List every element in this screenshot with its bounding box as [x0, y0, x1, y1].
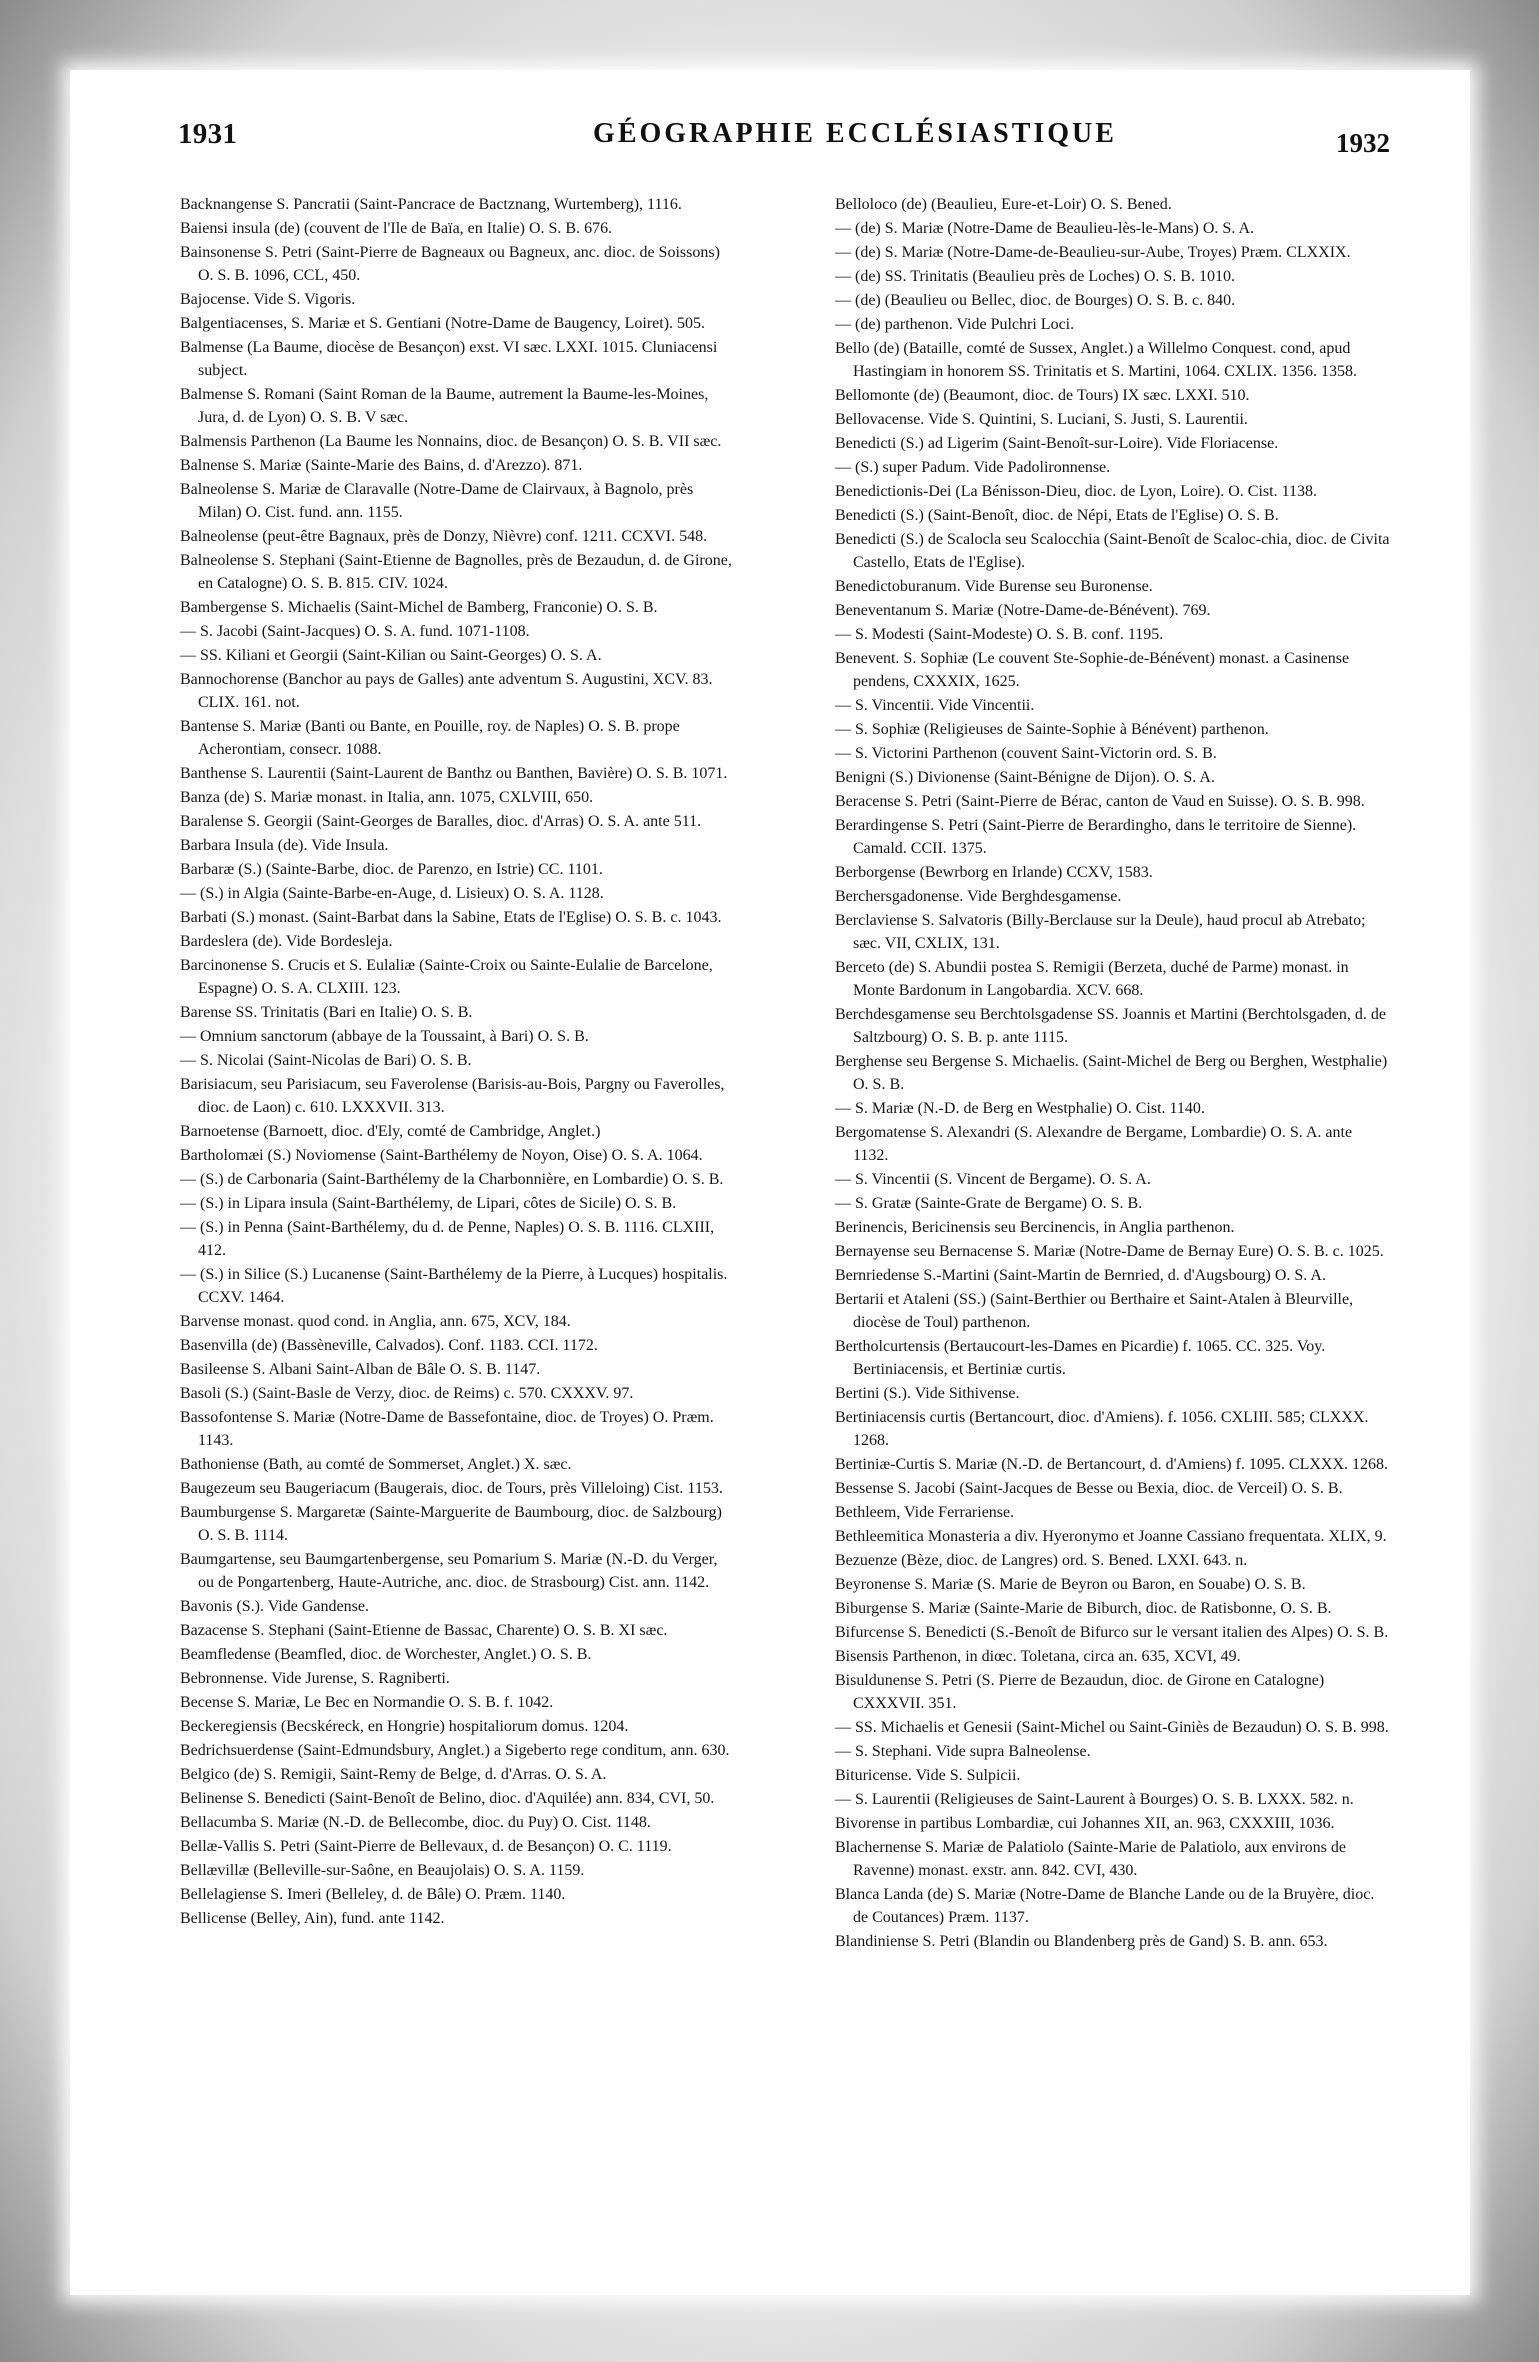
dictionary-entry: Bartholomæi (S.) Noviomense (Saint-Barthélemy de Noyon, Oise) O. S. A. 1064.: [180, 1147, 703, 1164]
dictionary-entry: Balneolense S. Stephani (Saint-Etienne de Bagnolles, près de Bezaudun, d. de Girone, en Catalogne) O. S. B. 815. CIV. 1024.: [180, 552, 732, 592]
dictionary-entry: Baumburgense S. Margaretæ (Sainte-Marguerite de Baumbourg, dioc. de Salzbourg) O. S. B. 1114.: [180, 1504, 722, 1544]
dictionary-entry: — SS. Kiliani et Georgii (Saint-Kilian ou Saint-Georges) O. S. A.: [180, 647, 602, 664]
dictionary-entry: Balmensis Parthenon (La Baume les Nonnains, dioc. de Besançon) O. S. B. VII sæc.: [180, 433, 722, 450]
dictionary-entry: Bivorense in partibus Lombardiæ, cui Johannes XII, an. 963, CXXXIII, 1036.: [835, 1815, 1335, 1832]
dictionary-entry: Balmense (La Baume, diocèse de Besançon) exst. VI sæc. LXXI. 1015. Cluniacensi subject.: [180, 339, 718, 379]
dictionary-entry: — S. Modesti (Saint-Modeste) O. S. B. conf. 1195.: [835, 626, 1164, 643]
dictionary-entry: Balnense S. Mariæ (Sainte-Marie des Bains, d. d'Arezzo). 871.: [180, 457, 583, 474]
dictionary-entry: Blanca Landa (de) S. Mariæ (Notre-Dame de Blanche Lande ou de la Bruyère, dioc. de Coutances) Præm. 1137.: [835, 1886, 1375, 1926]
dictionary-entry: — S. Victorini Parthenon (couvent Saint-Victorin ord. S. B.: [835, 745, 1217, 762]
dictionary-entry: Berceto (de) S. Abundii postea S. Remigii (Berzeta, duché de Parme) monast. in Monte Bardonum in Langobardia. XCV. 668.: [835, 959, 1349, 999]
dictionary-entry: Bambergense S. Michaelis (Saint-Michel de Bamberg, Franconie) O. S. B.: [180, 599, 658, 616]
dictionary-entry: Basileense S. Albani Saint-Alban de Bâle O. S. B. 1147.: [180, 1361, 541, 1378]
dictionary-entry: Benedictionis-Dei (La Bénisson-Dieu, dioc. de Lyon, Loire). O. Cist. 1138.: [835, 483, 1317, 500]
dictionary-entry: Barbaræ (S.) (Sainte-Barbe, dioc. de Parenzo, en Istrie) CC. 1101.: [180, 861, 603, 878]
dictionary-entry: Benevent. S. Sophiæ (Le couvent Ste-Sophie-de-Bénévent) monast. a Casinense pendens, CXXXIX, 1625.: [835, 650, 1350, 690]
dictionary-entry: Bertholcurtensis (Bertaucourt-les-Dames en Picardie) f. 1065. CC. 325. Voy. Bertiniacensis, et Bertiniæ curtis.: [835, 1338, 1326, 1378]
dictionary-entry: — (S.) in Lipara insula (Saint-Barthélemy, de Lipari, côtes de Sicile) O. S. B.: [180, 1195, 677, 1212]
dictionary-entry: Balmense S. Romani (Saint Roman de la Baume, autrement la Baume-les-Moines, Jura, d. de Lyon) O. S. B. V sæc.: [180, 386, 709, 426]
dictionary-entry: Beamfledense (Beamfled, dioc. de Worchester, Anglet.) O. S. B.: [180, 1646, 592, 1663]
dictionary-entry: Bessense S. Jacobi (Saint-Jacques de Besse ou Bexia, dioc. de Verceil) O. S. B.: [835, 1480, 1343, 1497]
dictionary-entry: Belloloco (de) (Beaulieu, Eure-et-Loir) O. S. Bened.: [835, 196, 1172, 213]
dictionary-entry: Banza (de) S. Mariæ monast. in Italia, ann. 1075, CXLVIII, 650.: [180, 789, 594, 806]
dictionary-entry: Becense S. Mariæ, Le Bec en Normandie O. S. B. f. 1042.: [180, 1694, 554, 1711]
dictionary-entry: — S. Vincentii. Vide Vincentii.: [835, 697, 1035, 714]
dictionary-entry: — S. Vincentii (S. Vincent de Bergame). O. S. A.: [835, 1171, 1151, 1188]
dictionary-entry: — S. Jacobi (Saint-Jacques) O. S. A. fund. 1071-1108.: [180, 623, 530, 640]
dictionary-entry: Bertiniacensis curtis (Bertancourt, dioc. d'Amiens). f. 1056. CXLIII. 585; CLXXX. 1268.: [835, 1409, 1369, 1449]
dictionary-entry: — (S.) super Padum. Vide Padolironnense.: [835, 459, 1111, 476]
dictionary-entry: Baugezeum seu Baugeriacum (Baugerais, dioc. de Tours, près Villeloing) Cist. 1153.: [180, 1480, 723, 1497]
dictionary-entry: Bellovacense. Vide S. Quintini, S. Luciani, S. Justi, S. Laurentii.: [835, 411, 1248, 428]
dictionary-entry: Berinencis, Bericinensis seu Bercinencis, in Anglia parthenon.: [835, 1219, 1235, 1236]
dictionary-entry: Berborgense (Bewrborg en Irlande) CCXV, 1583.: [835, 864, 1153, 881]
dictionary-entry: Bellacumba S. Mariæ (N.-D. de Bellecombe, dioc. du Puy) O. Cist. 1148.: [180, 1814, 651, 1831]
dictionary-entry: Backnangense S. Pancratii (Saint-Pancrace de Bactznang, Wurtemberg), 1116.: [180, 196, 682, 213]
dictionary-entry: Belgico (de) S. Remigii, Saint-Remy de Belge, d. d'Arras. O. S. A.: [180, 1766, 607, 1783]
dictionary-entry: Beneventanum S. Mariæ (Notre-Dame-de-Bénévent). 769.: [835, 602, 1211, 619]
dictionary-entry: Balgentiacenses, S. Mariæ et S. Gentiani (Notre-Dame de Baugency, Loiret). 505.: [180, 315, 706, 332]
dictionary-entry: Bannochorense (Banchor au pays de Galles) ante adventum S. Augustini, XCV. 83. CLIX. 161. not.: [180, 671, 713, 711]
dictionary-entry: — (S.) in Penna (Saint-Barthélemy, du d. de Penne, Naples) O. S. B. 1116. CLXIII, 412.: [180, 1219, 715, 1259]
dictionary-entry: Bedrichsuerdense (Saint-Edmundsbury, Anglet.) a Sigeberto rege conditum, ann. 630.: [180, 1742, 730, 1759]
dictionary-entry: Baralense S. Georgii (Saint-Georges de Baralles, dioc. d'Arras) O. S. A. ante 511.: [180, 813, 702, 830]
dictionary-entry: Bethleemitica Monasteria a div. Hyeronymo et Joanne Cassiano frequentata. XLIX, 9.: [835, 1528, 1387, 1545]
dictionary-entry: Bezuenze (Bèze, dioc. de Langres) ord. S. Bened. LXXI. 643. n.: [835, 1552, 1248, 1569]
dictionary-entry: Balneolense (peut-être Bagnaux, près de Donzy, Nièvre) conf. 1211. CCXVI. 548.: [180, 528, 708, 545]
dictionary-entry: Bebronnense. Vide Jurense, S. Ragniberti.: [180, 1670, 450, 1687]
dictionary-entry: Bertini (S.). Vide Sithivense.: [835, 1385, 1020, 1402]
dictionary-entry: — S. Sophiæ (Religieuses de Sainte-Sophie à Bénévent) parthenon.: [835, 721, 1269, 738]
dictionary-entry: Bellomonte (de) (Beaumont, dioc. de Tours) IX sæc. LXXI. 510.: [835, 387, 1250, 404]
dictionary-entry: Bantense S. Mariæ (Banti ou Bante, en Pouille, roy. de Naples) O. S. B. prope Acherontiam, consecr. 1088.: [180, 718, 680, 758]
dictionary-entry: Barbara Insula (de). Vide Insula.: [180, 837, 389, 854]
dictionary-entry: Beyronense S. Mariæ (S. Marie de Beyron ou Baron, en Souabe) O. S. B.: [835, 1576, 1306, 1593]
dictionary-entry: Bisensis Parthenon, in diœc. Toletana, circa an. 635, XCVI, 49.: [835, 1648, 1241, 1665]
dictionary-entry: Bajocense. Vide S. Vigoris.: [180, 291, 356, 308]
dictionary-entry: Bernayense seu Bernacense S. Mariæ (Notre-Dame de Bernay Eure) O. S. B. c. 1025.: [835, 1243, 1384, 1260]
dictionary-entry: Blachernense S. Mariæ de Palatiolo (Sainte-Marie de Palatiolo, aux environs de Ravenne) monast. exstr. ann. 842. CVI, 430.: [835, 1839, 1346, 1879]
dictionary-entry: Bernriedense S.-Martini (Saint-Martin de Bernried, d. d'Augsbourg) O. S. A.: [835, 1267, 1326, 1284]
dictionary-entry: Bifurcense S. Benedicti (S.-Benoît de Bifurco sur le versant italien des Alpes) O. S. B.: [835, 1624, 1389, 1641]
dictionary-entry: Bassofontense S. Mariæ (Notre-Dame de Bassefontaine, dioc. de Troyes) O. Præm. 1143.: [180, 1409, 714, 1449]
dictionary-entry: Bardeslera (de). Vide Bordesleja.: [180, 933, 393, 950]
dictionary-entry: Berchersgadonense. Vide Berghdesgamense.: [835, 888, 1122, 905]
dictionary-entry: — (S.) de Carbonaria (Saint-Barthélemy de la Charbonnière, en Lombardie) O. S. B.: [180, 1171, 724, 1188]
dictionary-entry: Banthense S. Laurentii (Saint-Laurent de Banthz ou Banthen, Bavière) O. S. B. 1071.: [180, 765, 728, 782]
dictionary-entry: Belinense S. Benedicti (Saint-Benoît de Belino, dioc. d'Aquilée) ann. 834, CVI, 50.: [180, 1790, 715, 1807]
dictionary-entry: — (de) parthenon. Vide Pulchri Loci.: [835, 316, 1075, 333]
dictionary-entry: — (de) SS. Trinitatis (Beaulieu près de Loches) O. S. B. 1010.: [835, 268, 1235, 285]
dictionary-entry: Beckeregiensis (Becskéreck, en Hongrie) hospitaliorum domus. 1204.: [180, 1718, 629, 1735]
dictionary-entry: Berclaviense S. Salvatoris (Billy-Berclause sur la Deule), haud procul ab Atrebato; sæc. VII, CXLIX, 131.: [835, 912, 1366, 952]
dictionary-entry: Bergomatense S. Alexandri (S. Alexandre de Bergame, Lombardie) O. S. A. ante 1132.: [835, 1124, 1353, 1164]
dictionary-entry: Bellicense (Belley, Ain), fund. ante 1142.: [180, 1910, 445, 1927]
dictionary-entry: — (de) S. Mariæ (Notre-Dame de Beaulieu-lès-le-Mans) O. S. A.: [835, 220, 1254, 237]
dictionary-entry: Barisiacum, seu Parisiacum, seu Faverolense (Barisis-au-Bois, Pargny ou Faverolles, dioc. de Laon) c. 610. LXXXVII. 313.: [180, 1076, 725, 1116]
dictionary-entry: Benedicti (S.) de Scalocla seu Scalocchia (Saint-Benoît de Scaloc-chia, dioc. de Civita Castello, Etats de l'Eglise).: [835, 531, 1390, 571]
dictionary-entry: Bazacense S. Stephani (Saint-Etienne de Bassac, Charente) O. S. B. XI sæc.: [180, 1622, 668, 1639]
dictionary-entry: Bellæ-Vallis S. Petri (Saint-Pierre de Bellevaux, d. de Besançon) O. C. 1119.: [180, 1838, 672, 1855]
dictionary-entry: — SS. Michaelis et Genesii (Saint-Michel ou Saint-Giniès de Bezaudun) O. S. B. 998.: [835, 1719, 1389, 1736]
dictionary-entry: Bituricense. Vide S. Sulpicii.: [835, 1767, 1021, 1784]
dictionary-entry: Basoli (S.) (Saint-Basle de Verzy, dioc. de Reims) c. 570. CXXXV. 97.: [180, 1385, 634, 1402]
dictionary-entry: Bellelagiense S. Imeri (Belleley, d. de Bâle) O. Præm. 1140.: [180, 1886, 566, 1903]
dictionary-entry: Bellævillæ (Belleville-sur-Saône, en Beaujolais) O. S. A. 1159.: [180, 1862, 585, 1879]
dictionary-entry: Berghense seu Bergense S. Michaelis. (Saint-Michel de Berg ou Berghen, Westphalie) O. S. B.: [835, 1053, 1388, 1093]
dictionary-entry: Bavonis (S.). Vide Gandense.: [180, 1598, 369, 1615]
dictionary-entry: — S. Gratæ (Sainte-Grate de Bergame) O. S. B.: [835, 1195, 1143, 1212]
dictionary-entry: Benedicti (S.) (Saint-Benoît, dioc. de Népi, Etats de l'Eglise) O. S. B.: [835, 507, 1279, 524]
running-title: GÉOGRAPHIE ECCLÉSIASTIQUE: [593, 118, 1117, 149]
dictionary-entry: — Omnium sanctorum (abbaye de la Toussaint, à Bari) O. S. B.: [180, 1028, 589, 1045]
dictionary-entry: — (S.) in Algia (Sainte-Barbe-en-Auge, d. Lisieux) O. S. A. 1128.: [180, 885, 604, 902]
two-column-content: [180, 193, 1395, 1954]
dictionary-entry: Benigni (S.) Divionense (Saint-Bénigne de Dijon). O. S. A.: [835, 769, 1215, 786]
dictionary-entry: — (de) S. Mariæ (Notre-Dame-de-Beaulieu-sur-Aube, Troyes) Præm. CLXXIX.: [835, 244, 1351, 261]
dictionary-entry: Benedicti (S.) ad Ligerim (Saint-Benoît-sur-Loire). Vide Floriacense.: [835, 435, 1279, 452]
dictionary-entry: Berardingense S. Petri (Saint-Pierre de Berardingho, dans le territoire de Sienne). Camald. CCII. 1375.: [835, 817, 1357, 857]
dictionary-entry: Beracense S. Petri (Saint-Pierre de Bérac, canton de Vaud en Suisse). O. S. B. 998.: [835, 793, 1365, 810]
dictionary-entry: Benedictoburanum. Vide Burense seu Buronense.: [835, 578, 1153, 595]
dictionary-entry: Baumgartense, seu Baumgartenbergense, seu Pomarium S. Mariæ (N.-D. du Verger, ou de Pongartenberg, Haute-Autriche, anc. dioc. de Strasbourg) Cist. ann. 1142.: [180, 1551, 718, 1591]
dictionary-entry: Bainsonense S. Petri (Saint-Pierre de Bagneaux ou Bagneux, anc. dioc. de Soissons) O. S. B. 1096, CCL, 450.: [180, 244, 720, 284]
left-column: [180, 193, 735, 1931]
dictionary-entry: Bethleem, Vide Ferrariense.: [835, 1504, 1015, 1521]
dictionary-entry: Blandiniense S. Petri (Blandin ou Blandenberg près de Gand) S. B. ann. 653.: [835, 1933, 1328, 1950]
dictionary-entry: Barense SS. Trinitatis (Bari en Italie) O. S. B.: [180, 1004, 473, 1021]
dictionary-entry: Biburgense S. Mariæ (Sainte-Marie de Biburch, dioc. de Ratisbonne, O. S. B.: [835, 1600, 1332, 1617]
left-page-number: 1931: [178, 118, 238, 150]
dictionary-entry: Barnoetense (Barnoett, dioc. d'Ely, comté de Cambridge, Anglet.): [180, 1123, 601, 1140]
dictionary-entry: — S. Mariæ (N.-D. de Berg en Westphalie) O. Cist. 1140.: [835, 1100, 1205, 1117]
dictionary-entry: — S. Nicolai (Saint-Nicolas de Bari) O. S. B.: [180, 1052, 472, 1069]
dictionary-entry: Bathoniense (Bath, au comté de Sommerset, Anglet.) X. sæc.: [180, 1456, 572, 1473]
dictionary-entry: Berchdesgamense seu Berchtolsgadense SS. Joannis et Martini (Berchtolsgaden, d. de Saltzbourg) O. S. B. p. ante 1115.: [835, 1006, 1386, 1046]
dictionary-entry: Barvense monast. quod cond. in Anglia, ann. 675, XCV, 184.: [180, 1313, 571, 1330]
page-header: [70, 118, 1470, 158]
dictionary-entry: Baiensi insula (de) (couvent de l'Ile de Baïa, en Italie) O. S. B. 676.: [180, 220, 613, 237]
dictionary-entry: Bertarii et Ataleni (SS.) (Saint-Berthier ou Berthaire et Saint-Atalen à Bleurville, diocèse de Toul) parthenon.: [835, 1291, 1354, 1331]
right-page-number: 1932: [1336, 128, 1390, 158]
dictionary-entry: Barcinonense S. Crucis et S. Eulaliæ (Sainte-Croix ou Sainte-Eulalie de Barcelone, Espagne) O. S. A. CLXIII. 123.: [180, 957, 713, 997]
dictionary-entry: — (S.) in Silice (S.) Lucanense (Saint-Barthélemy de la Pierre, à Lucques) hospitalis. CCXV. 1464.: [180, 1266, 728, 1306]
dictionary-entry: Bisuldunense S. Petri (S. Pierre de Bezaudun, dioc. de Girone en Catalogne) CXXXVII. 351.: [835, 1672, 1325, 1712]
dictionary-entry: Bertiniæ-Curtis S. Mariæ (N.-D. de Bertancourt, d. d'Amiens) f. 1095. CLXXX. 1268.: [835, 1456, 1389, 1473]
dictionary-entry: — S. Stephani. Vide supra Balneolense.: [835, 1743, 1091, 1760]
dictionary-entry: — S. Laurentii (Religieuses de Saint-Laurent à Bourges) O. S. B. LXXX. 582. n.: [835, 1791, 1354, 1808]
dictionary-entry: Barbati (S.) monast. (Saint-Barbat dans la Sabine, Etats de l'Eglise) O. S. B. c. 1043.: [180, 909, 722, 926]
right-column: [835, 193, 1390, 1954]
dictionary-entry: Bello (de) (Bataille, comté de Sussex, Anglet.) a Willelmo Conquest. cond, apud Hastingiam in honorem SS. Trinitatis et S. Martini, 1064. CXLIX. 1356. 1358.: [835, 340, 1358, 380]
dictionary-entry: Balneolense S. Mariæ de Claravalle (Notre-Dame de Clairvaux, à Bagnolo, près Milan) O. Cist. fund. ann. 1155.: [180, 481, 694, 521]
dictionary-entry: — (de) (Beaulieu ou Bellec, dioc. de Bourges) O. S. B. c. 840.: [835, 292, 1236, 309]
book-page: [70, 70, 1470, 2295]
dictionary-entry: Basenvilla (de) (Bassèneville, Calvados). Conf. 1183. CCI. 1172.: [180, 1337, 598, 1354]
